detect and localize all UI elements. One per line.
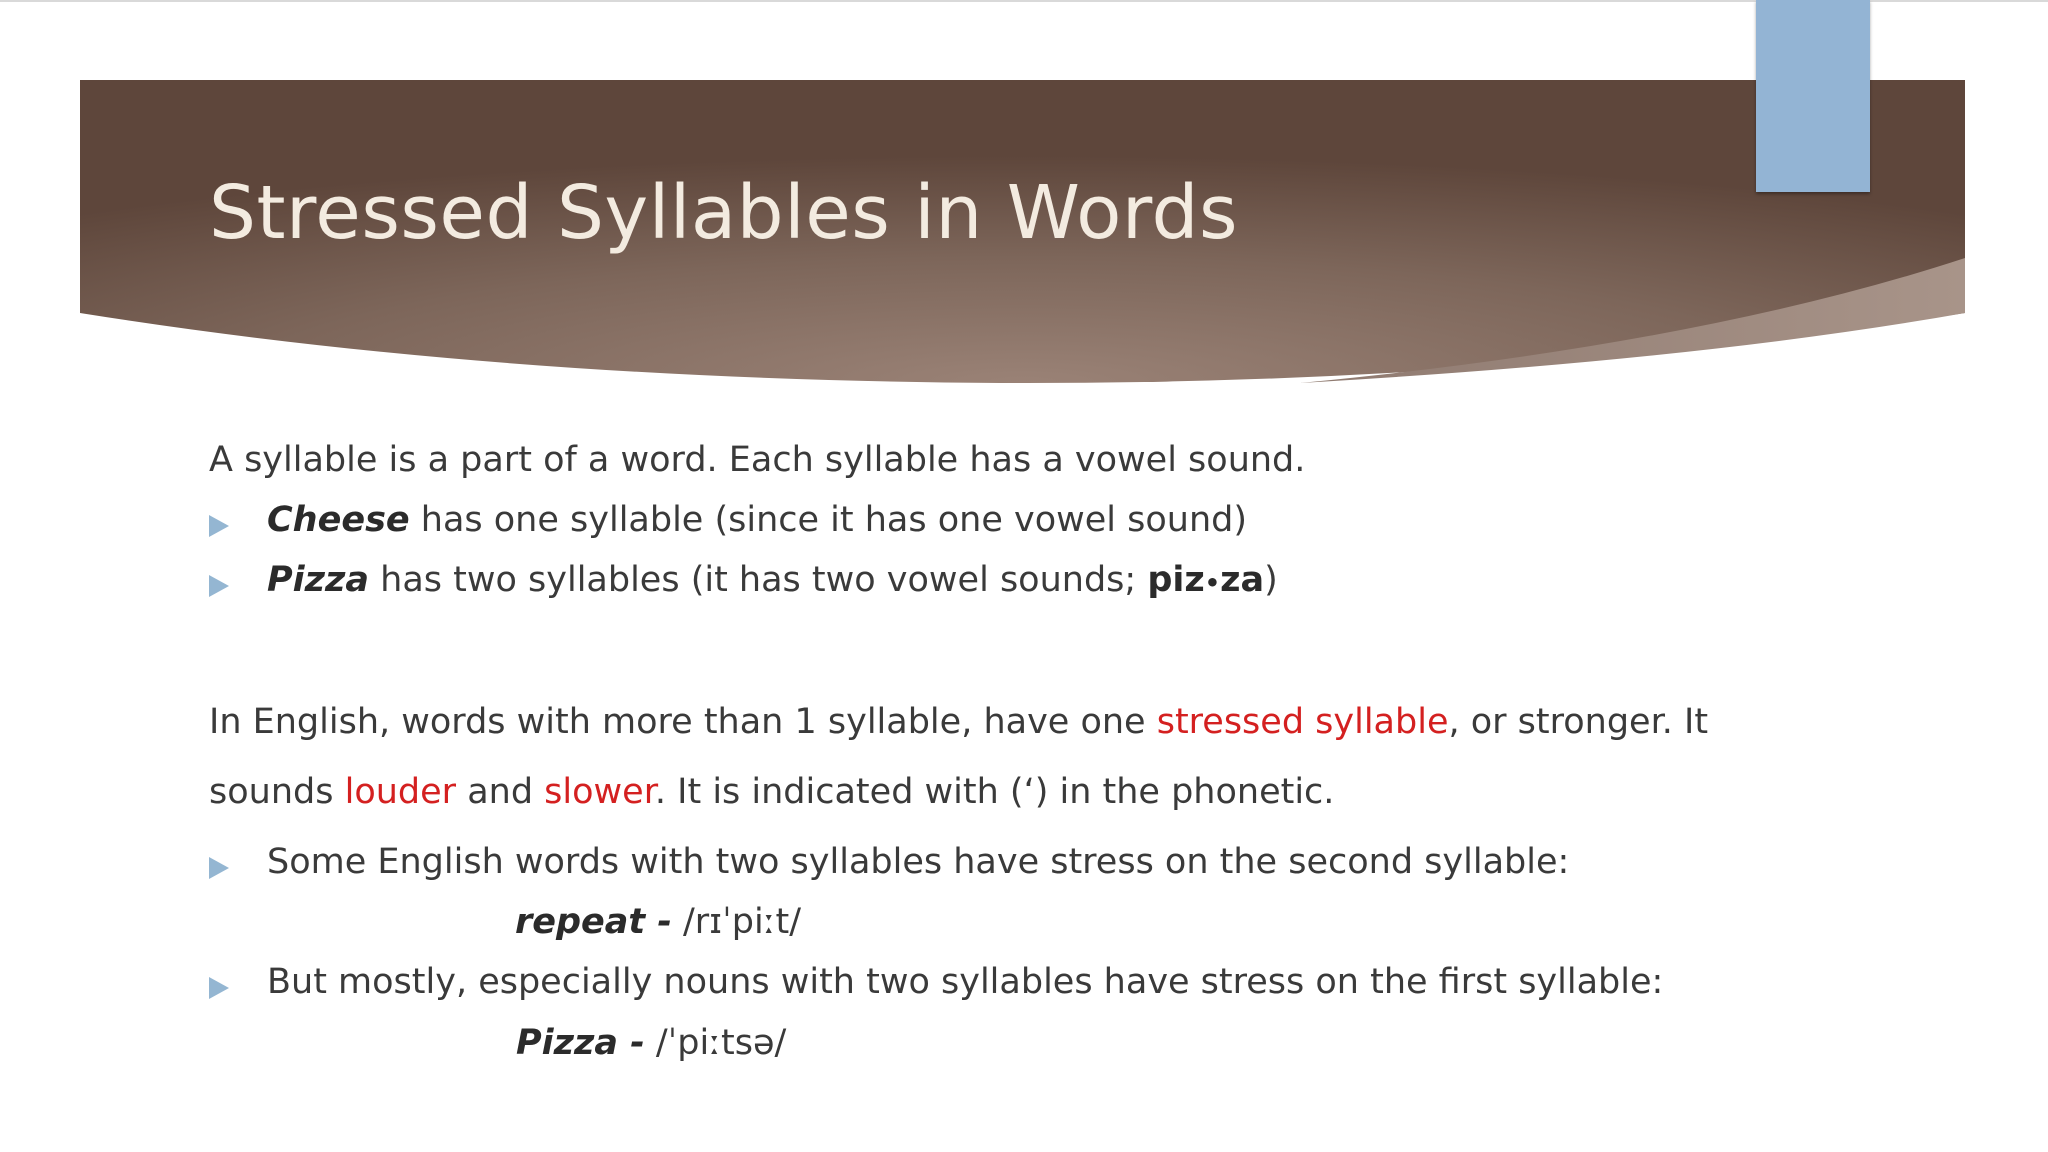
- slide: Stressed Syllables in Words A syllable is a part of a word. Each syllable has a vowel sound. Cheese has one syllable (since it has one vowel sound) Pizza has two syllables (it has two vowel sounds; piz•za) In English, words with more than 1 syllable, have one stressed syllable, or stronger. It sounds louder and slower. It is indicated with (‘) in the phonetic. Some English words with two syllables have stress on the second syllable: repeat - /rɪˈpiːt/ But mostly, especially nouns with two syllables have stress on the first syllable: Pizza - /ˈpiːtsə/: [0, 0, 2048, 1152]
- bullet-arrow-icon: [209, 857, 229, 879]
- word-pizza: Pizza: [267, 560, 370, 600]
- bullet-pizza-text: has two syllables (it has two vowel sounds;: [369, 560, 1148, 600]
- syllable-split-a: piz: [1147, 560, 1205, 600]
- example-repeat: [515, 902, 801, 942]
- highlight-louder: louder: [344, 772, 457, 812]
- ipa-pizza: /ˈpiːtsə/: [644, 1023, 787, 1063]
- highlight-stressed-syllable: stressed syllable: [1156, 702, 1449, 742]
- bullet-arrow-icon: [209, 515, 229, 537]
- word-cheese: Cheese: [267, 500, 410, 540]
- bullet-arrow-icon: [209, 575, 229, 597]
- accent-tab: [1756, 0, 1870, 192]
- word-repeat: repeat -: [515, 902, 672, 942]
- close-paren: ): [1264, 560, 1278, 600]
- intro-paragraph: A syllable is a part of a word. Each syllable has a vowel sound.: [209, 440, 1306, 480]
- stress-paragraph-line-2: sounds louder and slower. It is indicated with (‘) in the phonetic.: [209, 772, 1335, 812]
- word-pizza-example: Pizza -: [516, 1023, 645, 1063]
- syllable-dot: •: [1204, 569, 1221, 597]
- highlight-slower: slower: [544, 772, 655, 812]
- example-pizza: [516, 1023, 786, 1063]
- syllable-split-b: za: [1220, 560, 1265, 600]
- slide-title: Stressed Syllables in Words: [209, 170, 1239, 256]
- ipa-repeat: /rɪˈpiːt/: [671, 902, 802, 942]
- stress-paragraph-line-1: In English, words with more than 1 syllable, have one stressed syllable, or stronger. It: [209, 702, 1709, 742]
- bullet-cheese-text: has one syllable (since it has one vowel sound): [409, 500, 1248, 540]
- bullet-arrow-icon: [209, 977, 229, 999]
